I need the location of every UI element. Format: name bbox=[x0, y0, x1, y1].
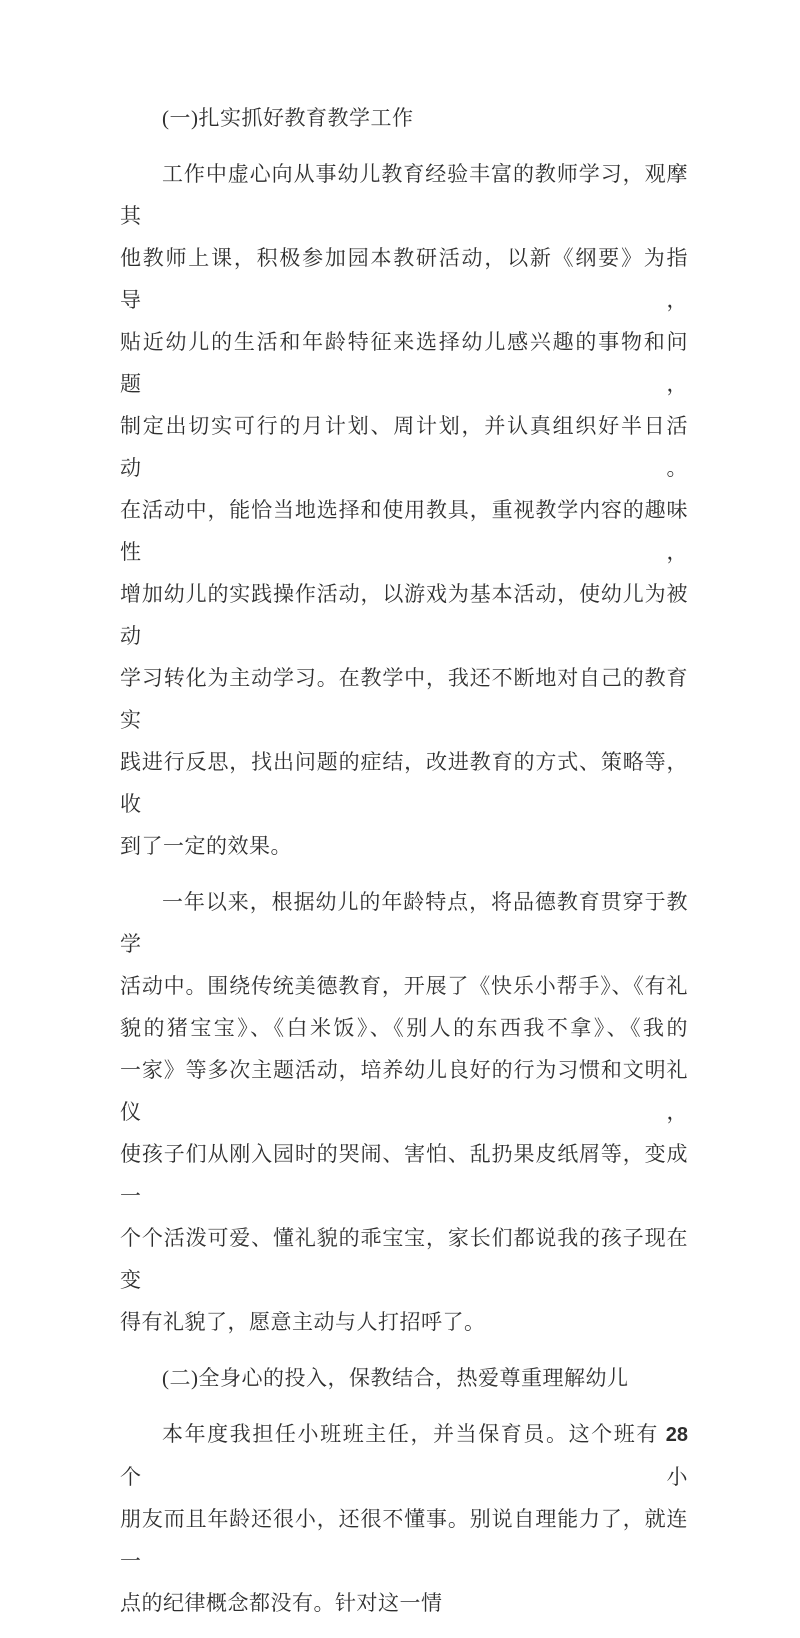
paragraph bbox=[120, 881, 688, 1343]
text-line: 朋友而且年龄还很小，还很不懂事。别说自理能力了，就连一 bbox=[120, 1507, 688, 1573]
text-line: 在活动中，能恰当地选择和使用教具，重视教学内容的趣味性， bbox=[120, 498, 688, 564]
text-line: 一年以来，根据幼儿的年龄特点，将品德教育贯穿于教学 bbox=[120, 890, 688, 956]
text-line: 增加幼儿的实践操作活动，以游戏为基本活动，使幼儿为被动 bbox=[120, 582, 688, 648]
text-line: 到了一定的效果。 bbox=[120, 834, 292, 858]
text-line: 制定出切实可行的月计划、周计划，并认真组织好半日活动。 bbox=[120, 414, 688, 480]
text-line: 活动中。围绕传统美德教育，开展了《快乐小帮手》、《有礼 bbox=[120, 974, 688, 998]
document-body bbox=[120, 97, 688, 1638]
text-line: 使孩子们从刚入园时的哭闹、害怕、乱扔果皮纸屑等，变成一 bbox=[120, 1142, 688, 1208]
numeric-text: 28 bbox=[665, 1424, 688, 1446]
text-line: 他教师上课，积极参加园本教研活动，以新《纲要》为指导， bbox=[120, 246, 688, 312]
text-line: 本年度我担任小班班主任，并当保育员。这个班有 28 个小 bbox=[120, 1422, 688, 1489]
text-line: 点的纪律概念都没有。针对这一情 bbox=[120, 1591, 443, 1615]
text-line: 个个活泼可爱、懂礼貌的乖宝宝，家长们都说我的孩子现在变 bbox=[120, 1226, 688, 1292]
section-heading bbox=[120, 97, 688, 139]
text-line: 一家》等多次主题活动，培养幼儿良好的行为习惯和文明礼仪， bbox=[120, 1058, 688, 1124]
text-line: 得有礼貌了，愿意主动与人打招呼了。 bbox=[120, 1310, 486, 1334]
paragraph bbox=[120, 153, 688, 867]
text-line: 学习转化为主动学习。在教学中，我还不断地对自己的教育实 bbox=[120, 666, 688, 732]
text-line: 工作中虚心向从事幼儿教育经验丰富的教师学习，观摩其 bbox=[120, 162, 688, 228]
text-line: 貌的猪宝宝》、《白米饭》、《别人的东西我不拿》、《我的 bbox=[120, 1016, 688, 1040]
text-line: (一)扎实抓好教育教学工作 bbox=[162, 106, 414, 130]
text-line: 践进行反思，找出问题的症结，改进教育的方式、策略等，收 bbox=[120, 750, 688, 816]
text-line: 贴近幼儿的生活和年龄特征来选择幼儿感兴趣的事物和问题， bbox=[120, 330, 688, 396]
text-line: (二)全身心的投入，保教结合，热爱尊重理解幼儿 bbox=[162, 1366, 629, 1390]
section-heading bbox=[120, 1357, 688, 1399]
paragraph bbox=[120, 1413, 688, 1624]
